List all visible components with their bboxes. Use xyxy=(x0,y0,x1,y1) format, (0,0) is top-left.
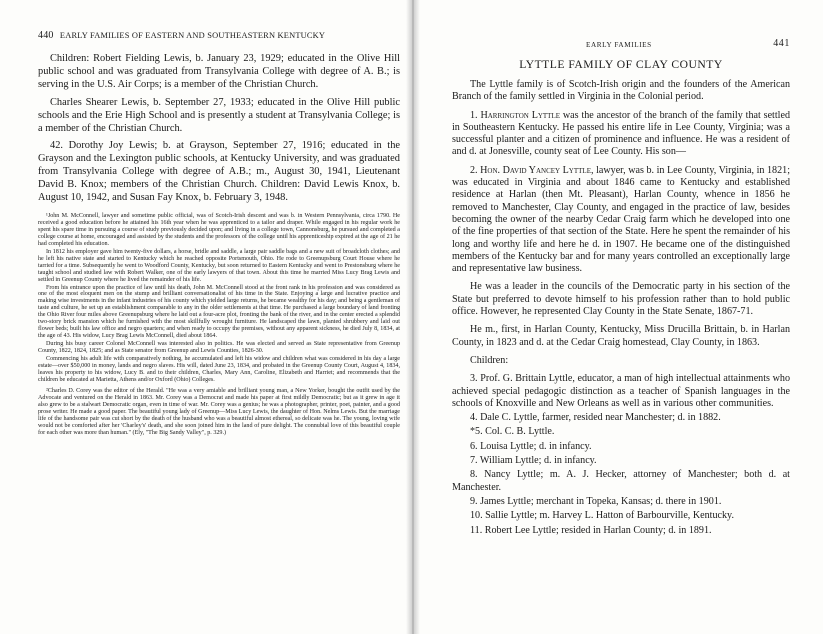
entry-text: was the ancestor of the branch of the family that settled in Southeastern Kentucky. He passed his entire life in Lee County, Virginia; was a successful planter and a citizen of prominence and influence. He was a resident of and d. at Jonesville, county seat of Lee County. His son— xyxy=(452,109,790,158)
footnote: During his busy career Colonel McConnell was interested also in politics. He was elected and served as State representative from Greenup County, 1822, 1824, 1825; and as State senator from Greenup and Lewis Counties, 1826-30. xyxy=(38,341,400,355)
paragraph: He m., first, in Harlan County, Kentucky, Miss Drucilla Brittain, b. in Harlan County, in 1823 and d. at the Cedar Craig homestead, Clay County, in 1863. xyxy=(452,324,790,348)
paragraph: He was a leader in the councils of the Democratic party in his section of the State but preferred to devote himself to his profession rather than to hold public office. However, he represented Clay County in the State Senate, 1867-71. xyxy=(452,281,790,318)
entry-name: 1. Harrington Lyttle xyxy=(470,109,561,121)
right-page-number: 441 xyxy=(773,38,790,49)
child-entry: 3. Prof. G. Brittain Lyttle, educator, a man of high intellectual attainments who achieved special pedagogic distinction as a teacher of Spanish languages in the schools of Knoxville and New Orleans as well as in various other communities. xyxy=(452,373,790,409)
footnote: ¹John M. McConnell, lawyer and sometime public official, was of Scotch-Irish descent and was b. in Western Pennsylvania, circa 1790. He received a good education before he attained his 16th year when he was apprenticed to a tailor and draper. While engaged in his regular work he spent his spare time in pursuing a course of study previously decided upon; and living in a college town, Cannonsburg, he pursued and completed a college course at home, encouraged and assisted by the students and the professors of the college until his apprenticeship expired at the age of 21 he had completed his education. xyxy=(38,212,400,247)
intro-paragraph: The Lyttle family is of Scotch-Irish origin and the founders of the American Branch of the family settled in Virginia in the Colonial period. xyxy=(452,79,790,103)
child-entry: *5. Col. C. B. Lyttle. xyxy=(470,426,555,438)
left-footnotes xyxy=(38,213,400,437)
left-running-head xyxy=(38,30,400,41)
footnote: Commencing his adult life with comparatively nothing, he accumulated and left his widow and children what was considered in his day a large estate—over $50,000 in money, lands and negro slaves. His will, dated June 23, 1834, and probated in the Greenup County Court, August 4, 1834, leaves his property to his widow, Lucy B. and to their children, Charles, Mary Ann, Caroline, Elizabeth and Harriet; and recommends that the children be educated at Marietta, Athens and/or Oxford (Ohio) Colleges. xyxy=(38,356,400,383)
right-body-text xyxy=(452,79,790,537)
paragraph: Children: Robert Fielding Lewis, b. January 23, 1929; educated in the Olive Hill public school and was graduated from Transylvania College with degree of A. B.; is serving in the U.S. Air Corps; is a member of the Christian Church. xyxy=(38,53,400,90)
paragraph xyxy=(452,165,790,276)
left-page-number: 440 xyxy=(38,30,54,41)
child-entry: 9. James Lyttle; merchant in Topeka, Kansas; d. there in 1901. xyxy=(470,495,722,507)
footnote: From his entrance upon the practice of law until his death, John M. McConnell stood at the front rank in his profession and was considered as one of the most eloquent men on the stump and brilliant conversationalist of his time in the State. Enjoying a large and lucrative practice and making wise investments in the infant industries of his county which yielded large returns, he became wealthy for his day; and being a gentleman of taste and culture, he set up an establishment comparable to any in the older settlements at that time. He purchased a large boundary of land fronting the Ohio River four miles above Greenupsburg where he laid out a four-acre plot, fronting the bank of the river, and in the center erected a splendid two-story brick mansion which he furnished with the most skillfully wrought furniture. He landscaped the lawn, planted shrubbery and laid out flower beds; built his law office and negro quarters; and when ready to occupy the premises, without any apparent sickness, he died July 8, 1834, at the age of 43. His widow, Lucy Brag Lewis McConnell, died about 1864. xyxy=(38,284,400,340)
right-running-head xyxy=(452,38,790,52)
book-gutter xyxy=(406,0,420,634)
left-page-content xyxy=(38,30,400,438)
child-entry: 11. Robert Lee Lyttle; resided in Harlan County; d. in 1891. xyxy=(470,524,712,536)
left-running-head-title: EARLY FAMILIES OF EASTERN AND SOUTHEASTERN KENTUCKY xyxy=(59,31,326,40)
paragraph xyxy=(452,110,790,159)
footnote: ²Charles D. Corey was the editor of the Herald. "He was a very amiable and brilliant young man, a New Yorker, bought the outfit used by the Advocate and ventured on the Herald in 1863. Mr. Corey was a Democrat and made his paper at first mildly Democratic; but as it grew in age it also grew to be a stalwart Democratic organ, even in time of war. Mr. Corey was a genius; he was a photographer, printer, poet, painter, and a good prose writer. He made a good paper. The beautiful young lady of Greenup—Miss Lucy Lewis, the daughter of Hon. Nelms Lewis. But the marriage life of the handsome pair was cut short by the death of the husband who was a beautiful almost ethereal, so delicate was he. The young, loving wife would not be comforted after her 'Charley's' death, and she soon joined him in the land of pure delight. The connubial love of this beautiful couple for each other was more than human." (Ely, "The Big Sandy Valley", p. 329.) xyxy=(38,387,400,436)
left-body-text xyxy=(38,53,400,205)
right-running-head-title: EARLY FAMILIES xyxy=(586,41,652,49)
right-page-content xyxy=(452,38,790,539)
entry-name: 2. Hon. David Yancey Lyttle xyxy=(470,164,591,176)
footnote: In 1812 his employer gave him twenty-five dollars, a horse, bridle and saddle, a large pair saddle bags and a new suit of broadcloth clothes; and he left his native state and started to Kentucky which he reached opposite Portsmouth, Ohio. He rode to Greenupsburg Court House where he tarried for a time. Subsequently he went to Woodford County, Kentucky, but soon returned to Eastern Kentucky and went to Prestonsburg where he taught school and studied law with Robert Walker, one of the early lawyers of that town. About this time he married Miss Lucy Brag Lewis and settled in Greenup County where he lived the remainder of his life. xyxy=(38,248,400,283)
child-entry: 7. William Lyttle; d. in infancy. xyxy=(470,455,597,467)
chapter-title: LYTTLE FAMILY OF CLAY COUNTY xyxy=(519,58,723,71)
child-entry: 4. Dale C. Lyttle, farmer, resided near Manchester; d. in 1882. xyxy=(470,412,721,424)
children-label: Children: xyxy=(470,354,509,366)
child-entry: 6. Louisa Lyttle; d. in infancy. xyxy=(470,440,592,452)
paragraph: 42. Dorothy Joy Lewis; b. at Grayson, September 27, 1916; educated in the Grayson and the Lexington public schools, at Kentucky University, and was graduated from Transylvania College with degree of A.B.; m., August 30, 1941, Lieutenant David B. Knox; members of the Christian Church. Children: David Lewis Knox, b. August 10, 1942, and Susan Fay Knox, b. February 3, 1948. xyxy=(38,140,400,204)
child-entry: 8. Nancy Lyttle; m. A. J. Hecker, attorney of Manchester; both d. at Manchester. xyxy=(452,469,790,493)
paragraph: Charles Shearer Lewis, b. September 27, 1933; educated in the Olive Hill public schools and the Erie High School and is presently a student at Transylvania College; is a member of the Christian Church. xyxy=(38,96,400,134)
entry-text: , lawyer, was b. in Lee County, Virginia, in 1821; was educated in Virginia and about 1846 came to Kentucky and established residence at Harlan (then Mt. Pleasant), Harlan County, whence in 1856 he removed to Manchester, Clay County, and engaged in the practice of law, besides becoming the owner of the nearby Cedar Craig farm which he developed into one of the fine properties of that section of the State. Here he spent the remainder of his long and worthy life and here he d. in 1907. He became one of the distinguished members of the Kentucky bar and for many years controlled an exceptionally large and representative law business. xyxy=(452,164,791,275)
child-entry: 10. Sallie Lyttle; m. Harvey L. Hatton of Barbourville, Kentucky. xyxy=(470,510,734,522)
